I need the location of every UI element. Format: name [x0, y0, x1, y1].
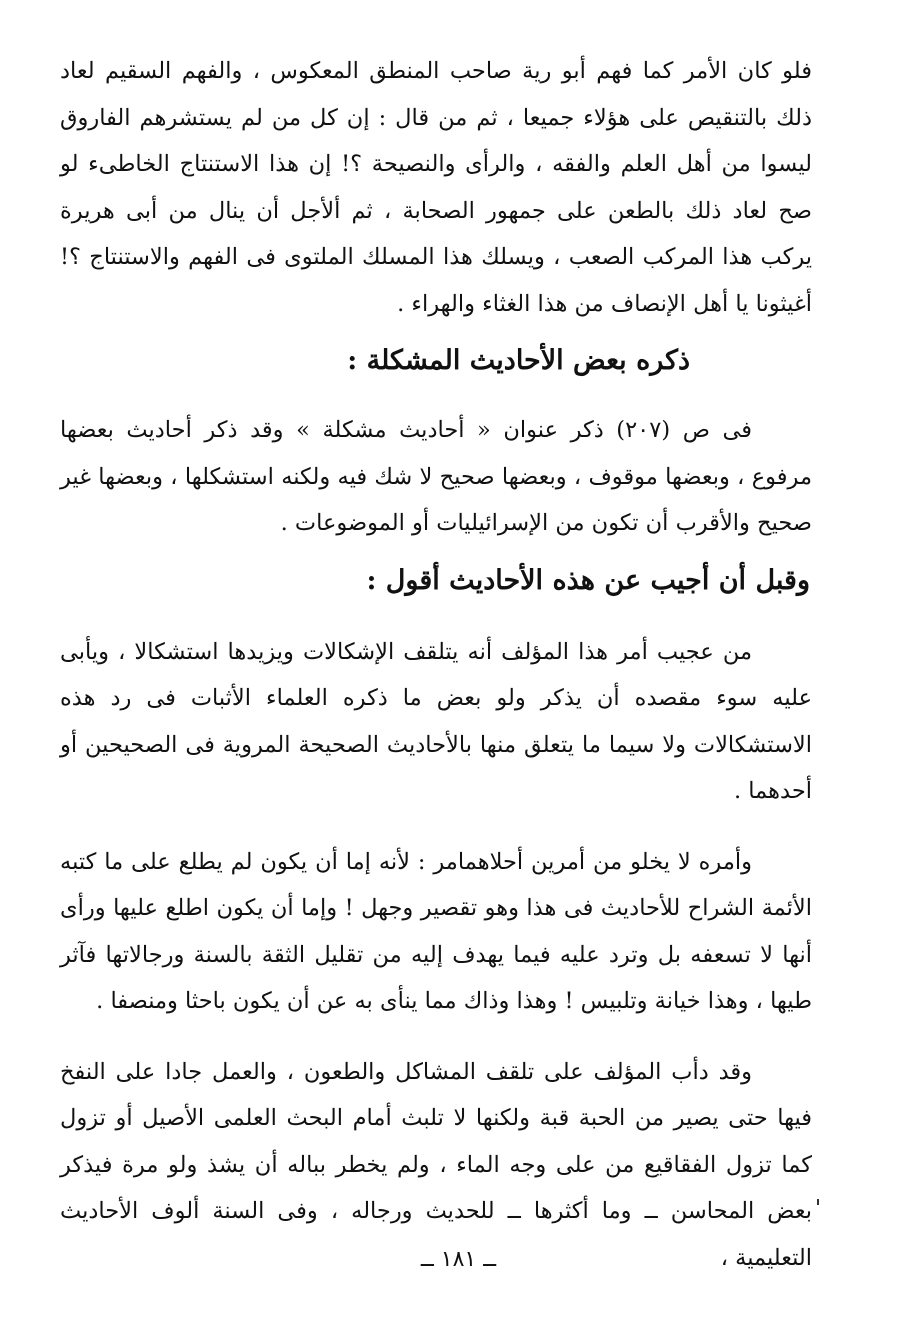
page-number: ــ ١٨١ ــ [420, 1247, 497, 1272]
section-heading-mushkila: ذكره بعض الأحاديث المشكلة : [347, 345, 690, 376]
section-heading-reply: وقبل أن أجيب عن هذه الأحاديث أقول : [366, 564, 810, 596]
paragraph-1: فلو كان الأمر كما فهم أبو رية صاحب المنطق المعكوس ، والفهم السقيم لعاد ذلك بالتنقيص على هؤلاء جميعا ، ثم من قال : إن كل من لم يستشرهم الفاروق ليسوا من أهل العلم والفقه ، والرأى والنصيحة ؟! إن هذا الاستنتاج الخاطىء لو صح لعاد ذلك بالطعن على جمهور الصحابة ، ثم ألأجل أن ينال من أبى هريرة يركب هذا المركب الصعب ، ويسلك هذا المسلك الملتوى فى الفهم والاستنتاج ؟! أغيثونا يا أهل الإنصاف من هذا الغثاء والهراء . [60, 58, 812, 317]
paragraph-2: فى ص (٢٠٧) ذكر عنوان « أحاديث مشكلة » وقد ذكر أحاديث بعضها مرفوع ، وبعضها موقوف ، وبعضها صحيح لا شك فيه ولكنه استشكلها ، وبعضها غير صحيح والأقرب أن تكون من الإسرائيليات أو الموضوعات . [60, 417, 812, 536]
paragraph-gap [60, 815, 812, 839]
paragraph-3: من عجيب أمر هذا المؤلف أنه يتلقف الإشكالات ويزيدها استشكالا ، ويأبى عليه سوء مقصده أن يذكر ولو بعض ما ذكره العلماء الأثبات فى رد هذه الاستشكالات ولا سيما ما يتعلق منها بالأحاديث الصحيحة المروية فى الصحيحين أو أحدهما . [60, 638, 812, 804]
paragraph-5: وقد دأب المؤلف على تلقف المشاكل والطعون ، والعمل جادا على النفخ فيها حتى يصير من الحبة قبة ولكنها لا تلبث أمام البحث العلمى الأصيل أو تزول كما تزول الفقاقيع من على وجه الماء ، ولم يخطر بباله أن يشذ ولو مرة فيذكر بعض المحاسن ــ وما أكثرها ــ للحديث ورجاله ، وفى السنة ألوف الأحاديث التعليمية ، [60, 1058, 812, 1271]
paragraph-4: وأمره لا يخلو من أمرين أحلاهمامر : لأنه إما أن يكون لم يطلع على ما كتبه الأئمة الشراح للأحاديث فى هذا وهو تقصير وجهل ! وإما أن يكون اطلع عليها ورأى أنها لا تسعفه بل وترد عليه فيما يهدف إليه من تقليل الثقة بالسنة ورجالاتها فآثر طيها ، وهذا خيانة وتلبيس ! وهذا وذاك مما ينأى به عن أن يكون باحثا ومنصفا . [60, 848, 812, 1014]
paragraph-gap [60, 1025, 812, 1049]
margin-mark [817, 1199, 819, 1205]
page-body [60, 48, 812, 1281]
